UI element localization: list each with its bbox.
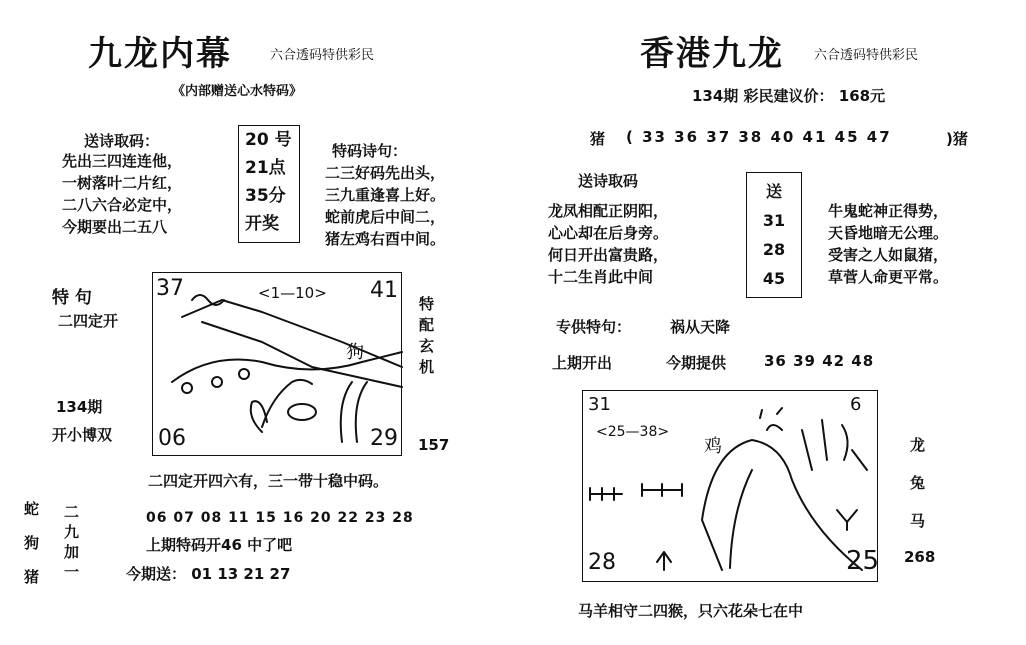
special-heading: 特码诗句： — [332, 142, 408, 160]
special-poem — [325, 162, 445, 250]
left-sketch — [152, 272, 402, 456]
right-poem-heading: 送诗取码 — [578, 172, 639, 190]
zodiac-item: 猪 — [24, 568, 40, 586]
right-side-item: 兔 — [910, 474, 926, 492]
box-line: 31 — [762, 211, 786, 230]
left-poem-line: 一树落叶二片红， — [62, 174, 183, 192]
te-ju-label: 特 句 — [52, 288, 92, 308]
right-title: 香港九龙 — [640, 34, 784, 74]
plus-item: 二 — [64, 503, 80, 521]
right-poem-line: 心心却在后身旁。 — [548, 224, 669, 242]
right-provide-label: 今期提供 — [666, 354, 727, 372]
pig-left-label: 猪 — [590, 130, 606, 148]
right-side-poem-line: 受害之人如鼠猪， — [828, 246, 949, 264]
box-line: 20 号 — [245, 130, 292, 150]
te-ju-sub: 二四定开 — [58, 312, 119, 330]
right-bottom-line: 马羊相守二四猴，只六花朵七在中 — [578, 602, 804, 620]
left-period-sub: 开小博双 — [52, 426, 113, 444]
left-this-period: 今期送： 01 13 21 27 — [126, 565, 291, 583]
box-line: 28 — [762, 240, 786, 259]
box-line: 开奖 — [245, 214, 279, 234]
box-line: 21点 — [245, 158, 286, 178]
special-poem-line: 三九重逢喜上好。 — [325, 186, 446, 204]
right-poem-line: 十二生肖此中间 — [548, 268, 654, 286]
plus-column — [64, 502, 79, 582]
box-line: 送 — [765, 182, 782, 201]
left-title: 九龙内幕 — [88, 34, 232, 74]
left-img-range: <1—10> — [258, 284, 327, 302]
left-last-period: 上期特码开46 中了吧 — [146, 536, 293, 554]
left-img-animal: 狗 — [346, 342, 364, 363]
right-last-label: 上期开出 — [552, 354, 613, 372]
left-img-br: 29 — [370, 426, 398, 451]
right-side-poem-line: 草菅人命更平常。 — [828, 268, 949, 286]
left-poem-line: 二八六合必定中， — [62, 196, 183, 214]
right-special-text: 祸从天降 — [670, 318, 731, 336]
plus-item: 加 — [64, 543, 80, 561]
left-poem-line: 先出三四连连他， — [62, 152, 183, 170]
left-img-bl: 06 — [158, 426, 186, 451]
plus-item: 九 — [64, 523, 80, 541]
left-banner: 《内部赠送心水特码》 — [172, 84, 303, 99]
right-img-range: <25—38> — [596, 424, 670, 440]
left-side-vertical: 特配玄机 — [417, 296, 435, 380]
zodiac-column — [24, 492, 39, 594]
right-side-number: 268 — [904, 548, 936, 566]
right-poem-line: 何日开出富贵路， — [548, 246, 669, 264]
left-summary: 二四定开四六有，三一带十稳中码。 — [148, 472, 389, 490]
left-period: 134期 — [56, 398, 103, 416]
right-side-poem — [828, 200, 948, 288]
right-side-item: 马 — [910, 512, 926, 530]
right-issue-line: 134期 彩民建议价： 168元 — [692, 87, 886, 105]
right-side-item: 龙 — [910, 436, 926, 454]
right-subtitle: 六合透码特供彩民 — [814, 48, 919, 63]
left-img-tl: 37 — [156, 276, 184, 301]
left-numbers-row: 06 07 08 11 15 16 20 22 23 28 — [146, 510, 414, 526]
left-side-number: 157 — [418, 436, 450, 454]
right-img-tr: 6 — [850, 394, 862, 415]
right-poem-line: 龙凤相配正阴阳， — [548, 202, 669, 220]
right-side-poem-line: 牛鬼蛇神正得势， — [828, 202, 949, 220]
left-poem-line: 今期要出二五八 — [62, 218, 168, 236]
right-provide-numbers: 36 39 42 48 — [764, 352, 875, 370]
left-subtitle: 六合透码特供彩民 — [270, 48, 375, 63]
right-special-label: 专供特句： — [556, 318, 632, 336]
left-draw-time-box — [238, 125, 300, 243]
box-line: 45 — [762, 269, 786, 288]
right-poem — [548, 200, 668, 288]
special-poem-line: 蛇前虎后中间二， — [325, 208, 446, 226]
pig-numbers: ( 33 36 37 38 40 41 45 47 — [626, 128, 892, 146]
right-img-tl: 31 — [588, 394, 611, 415]
right-img-bl: 28 — [588, 550, 616, 575]
special-poem-line: 二三好码先出头， — [325, 164, 446, 182]
right-send-box — [746, 172, 802, 298]
right-sketch — [582, 390, 878, 582]
right-side-poem-line: 天昏地暗无公理。 — [828, 224, 949, 242]
plus-item: 一 — [64, 563, 80, 581]
left-poem — [62, 150, 182, 238]
zodiac-item: 蛇 — [24, 500, 40, 518]
left-img-tr: 41 — [370, 278, 398, 303]
special-poem-line: 猪左鸡右酉中间。 — [325, 230, 446, 248]
left-poem-heading: 送诗取码： — [84, 132, 160, 150]
box-line: 35分 — [245, 186, 286, 206]
pig-right-label: )猪 — [946, 130, 968, 148]
right-img-animal: 鸡 — [704, 436, 722, 457]
right-img-br: 25 — [846, 546, 880, 576]
zodiac-item: 狗 — [24, 534, 40, 552]
right-side-column — [910, 426, 925, 540]
